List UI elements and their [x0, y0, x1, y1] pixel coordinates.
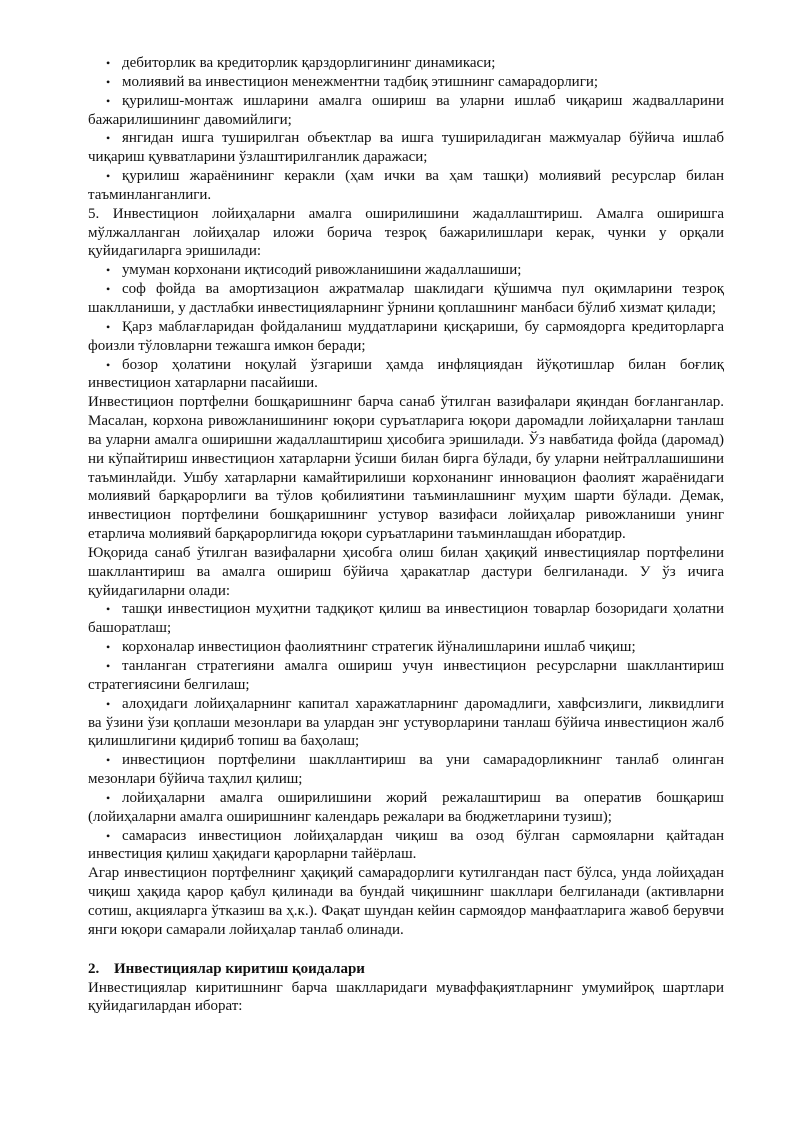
- bullet-text: инвестицион портфелини шакллантириш ва уни самарадорликнинг танлаб олинган мезонлари бўйича таҳлил қилиш;: [88, 752, 724, 788]
- paragraph: 5. Инвестицион лойиҳаларни амалга оширилишини жадаллаштириш. Амалга оширишга мўлжалланган лойиҳалар иложи борича тезроқ бажарилишлари керак, чунки у орқали қуйидагиларга эришилади:: [88, 205, 724, 260]
- document-body: [88, 54, 724, 940]
- bullet-text: танланган стратегияни амалга ошириш учун инвестицион ресурсларни шакллантириш стратегиясини белгилаш;: [88, 658, 724, 693]
- section-number: 2.: [88, 960, 100, 977]
- bullet-text: бозор ҳолатини ноқулай ўзгариши ҳамда инфляциядан йўқотишлар билан боғлиқ инвестицион хатарларни пасайиши.: [88, 356, 724, 392]
- bullet-icon: •: [106, 169, 111, 184]
- bullet-icon: •: [106, 131, 111, 146]
- bullet-icon: •: [106, 263, 111, 278]
- bullet-icon: •: [106, 74, 111, 89]
- bullet-text: соф фойда ва амортизацион ажратмалар шаклидаги қўшимча пул оқимларини тезроқ шаклланиши, у дастлабки инвестицияларнинг ўрнини қоплашнинг манбаси бўлиб хизмат қилади;: [88, 281, 724, 316]
- paragraph: Юқорида санаб ўтилган вазифаларни ҳисобга олиш билан ҳақиқий инвестициялар портфелини шакллантириш ва амалга ошириш бўйича ҳаракатлар дастури белгиланади. У ўз ичига қуйидагиларни олади:: [88, 544, 724, 599]
- bullet-item: [88, 54, 724, 73]
- bullet-icon: •: [106, 319, 111, 334]
- bullet-icon: •: [106, 602, 111, 617]
- bullet-item: [88, 129, 724, 167]
- bullet-icon: •: [106, 790, 111, 805]
- section-title: Инвестициялар киритиш қоидалари: [114, 960, 365, 977]
- bullet-text: лойиҳаларни амалга оширилишини жорий режалаштириш ва оператив бошқариш (лойиҳаларни амалга оширишнинг календарь режалари ва бюджетларини тузиш);: [88, 789, 724, 825]
- bullet-text: корхоналар инвестицион фаолиятнинг стратегик йўналишларини ишлаб чиқиш;: [122, 639, 636, 656]
- bullet-icon: •: [106, 93, 111, 108]
- paragraph: Агар инвестицион портфелнинг ҳақиқий самарадорлиги кутилгандан паст бўлса, унда лойиҳадан чиқиш ҳақида қарор қабул қилинади ва бундай чиқишнинг шакллари белгиланади (активларни сотиш, акцияларга ўтказиш ва ҳ.к.). Фақат шундан кейин сармоядор манфаатларига жавоб берувчи янги юқори самарали лойиҳалар танлаб олинади.: [88, 865, 724, 938]
- paragraph: Инвестициялар киритишнинг барча шаклларидаги муваффақиятларнинг умумийроқ шартлари қуйидагилардан иборат:: [88, 979, 724, 1015]
- bullet-icon: •: [106, 282, 111, 297]
- document-page: [88, 54, 724, 1016]
- bullet-item: [88, 356, 724, 394]
- paragraph: Инвестицион портфелни бошқаришнинг барча санаб ўтилган вазифалари яқиндан боғланганлар. Масалан, корхона ривожланишининг юқори суръатларига юқори даромадли лойиҳаларни танлаш ва уларни амалга оширишни жадаллаштириш ҳисобига эришилади. Ўз навбатида фойда (даромад) ни кўпайтириш инвестицион хатарларни ўсиши билан бирга бўлади, бу уларни нейтраллашишини таъминлайди. Ушбу хатарларни камайтирилиши корхонанинг инновацион фаолият жараёнидаги молиявий барқарорлиги ва тўлов қобилиятини таъминлашнинг муҳим шарти бўлади. Демак, инвестицион портфелини бошқаришнинг устувор вазифаси лойиҳалар ривожланиши унинг етарлича молиявий барқарорлигида юқори суръатларини таъминлашдан иборатдир.: [88, 394, 724, 543]
- bullet-icon: •: [106, 696, 111, 711]
- bullet-text: алоҳидаги лойиҳаларнинг капитал харажатларнинг даромадлиги, хавфсизлиги, ликвидлиги ва ўзини ўзи қоплаши мезонлари ва улардан энг устуворларини танлаш бўйича инвестицион жалб қилишлигини қидириб топиш ва баҳолаш;: [88, 695, 724, 750]
- bullet-text: молиявий ва инвестицион менежментни тадбиқ этишнинг самарадорлиги;: [122, 73, 599, 90]
- bullet-icon: •: [106, 357, 111, 372]
- bullet-text: янгидан ишга туширилган объектлар ва ишга тушириладиган мажмуалар бўйича ишлаб чиқариш қувватларини ўзлаштирилганлик даражаси;: [88, 130, 724, 166]
- bullet-item: [88, 789, 724, 827]
- bullet-text: самарасиз инвестицион лойиҳалардан чиқиш ва озод бўлган сармояларни қайтадан инвестиция қилиш ҳақидаги қарорларни тайёрлаш.: [88, 827, 724, 863]
- bullet-item: [88, 600, 724, 638]
- bullet-icon: •: [106, 640, 111, 655]
- section-heading: [88, 960, 724, 979]
- bullet-item: [88, 280, 724, 318]
- bullet-item: [88, 261, 724, 280]
- bullet-item: [88, 167, 724, 205]
- bullet-item: [88, 657, 724, 695]
- bullet-icon: •: [106, 659, 111, 673]
- bullet-text: ташқи инвестицион муҳитни тадқиқот қилиш ва инвестицион товарлар бозоридаги ҳолатни башоратлаш;: [88, 601, 724, 637]
- bullet-text: қурилиш жараёнининг керакли (ҳам ички ва ҳам ташқи) молиявий ресурслар билан таъминланганлиги.: [88, 168, 724, 203]
- bullet-icon: •: [106, 828, 111, 843]
- bullet-item: [88, 638, 724, 657]
- bullet-text: Қарз маблағларидан фойдаланиш муддатларини қисқариши, бу сармоядорга кредиторларга фоизли тўловларни тежашга имкон беради;: [88, 318, 724, 354]
- bullet-item: [88, 318, 724, 356]
- bullet-item: [88, 751, 724, 789]
- bullet-item: [88, 695, 724, 752]
- bullet-item: [88, 827, 724, 865]
- bullet-icon: •: [106, 56, 111, 70]
- bullet-item: [88, 92, 724, 130]
- bullet-text: умуман корхонани иқтисодий ривожланишини жадаллашиши;: [122, 262, 522, 279]
- bullet-item: [88, 73, 724, 92]
- bullet-icon: •: [106, 753, 111, 768]
- bullet-text: қурилиш-монтаж ишларини амалга ошириш ва уларни ишлаб чиқариш жадвалларини бажарилишининг давомийлиги;: [88, 92, 724, 128]
- bullet-text: дебиторлик ва кредиторлик қарздорлигининг динамикаси;: [122, 55, 496, 71]
